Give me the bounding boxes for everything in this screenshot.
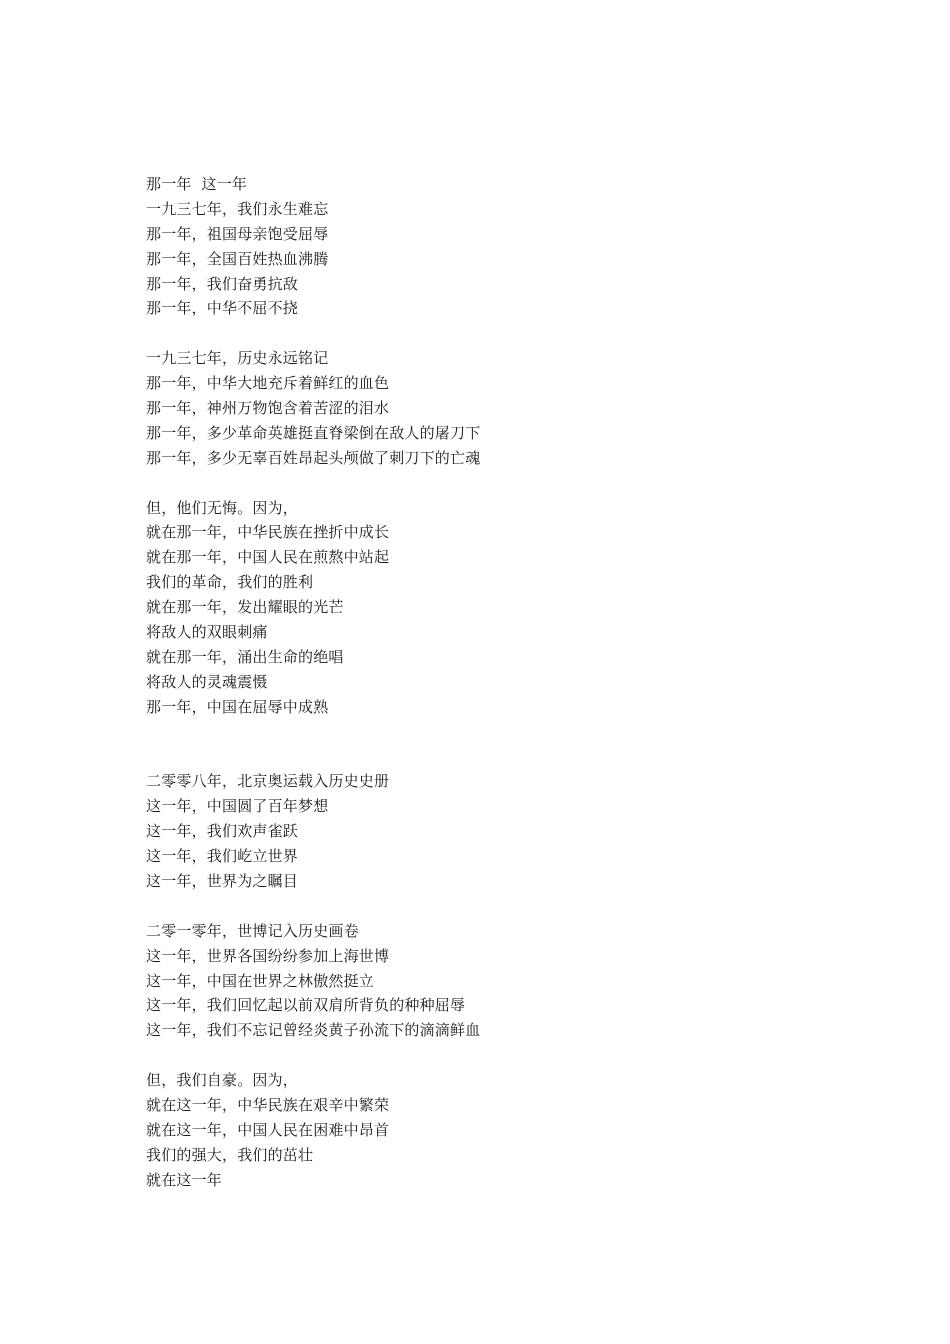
poem-line: 这一年，我们不忘记曾经炎黄子孙流下的滴滴鲜血 — [146, 1021, 481, 1040]
poem-line: 那一年，神州万物饱含着苦涩的泪水 — [146, 399, 390, 418]
poem-line: 将敌人的双眼刺痛 — [146, 623, 268, 642]
poem-line: 就在那一年，发出耀眼的光芒 — [146, 598, 344, 617]
poem-line: 那一年，全国百姓热血沸腾 — [146, 249, 329, 268]
poem-line: 这一年，中国圆了百年梦想 — [146, 797, 329, 816]
poem-line: 那一年，中华不屈不挠 — [146, 299, 299, 318]
poem-line: 就在这一年，中国人民在困难中昂首 — [146, 1120, 390, 1139]
poem-line: 二零一零年，世博记入历史画卷 — [146, 921, 359, 940]
poem-line: 那一年，多少革命英雄挺直脊梁倒在敌人的屠刀下 — [146, 423, 481, 442]
poem-line: 二零零八年，北京奥运载入历史史册 — [146, 772, 390, 791]
poem-body — [146, 172, 846, 1193]
poem-line: 就在这一年 — [146, 1170, 223, 1189]
stanza-gap — [146, 894, 846, 919]
poem-line: 这一年，我们欢声雀跃 — [146, 822, 299, 841]
poem-line: 一九三七年，我们永生难忘 — [146, 199, 329, 218]
stanza-5 — [146, 919, 846, 1043]
poem-line: 那一年，中国在屈辱中成熟 — [146, 697, 329, 716]
stanza-gap — [146, 1043, 846, 1068]
poem-line: 就在那一年，中华民族在挫折中成长 — [146, 523, 390, 542]
stanza-4 — [146, 769, 846, 893]
poem-line: 就在那一年，中国人民在煎熬中站起 — [146, 548, 390, 567]
poem-line: 这一年，我们屹立世界 — [146, 847, 299, 866]
poem-line: 我们的革命，我们的胜利 — [146, 573, 314, 592]
stanza-6 — [146, 1068, 846, 1192]
stanza-3 — [146, 496, 846, 720]
stanza-1 — [146, 172, 846, 321]
poem-line: 那一年，祖国母亲饱受屈辱 — [146, 224, 329, 243]
stanza-2 — [146, 346, 846, 470]
stanza-gap — [146, 471, 846, 496]
poem-line: 那一年，我们奋勇抗敌 — [146, 274, 299, 293]
poem-line: 那一年，中华大地充斥着鲜红的血色 — [146, 374, 390, 393]
poem-line: 这一年，我们回忆起以前双肩所背负的种种屈辱 — [146, 996, 466, 1015]
stanza-gap — [146, 321, 846, 346]
poem-line: 但，他们无悔。因为， — [146, 498, 299, 517]
poem-line: 这一年，世界为之瞩目 — [146, 871, 299, 890]
poem-line: 但，我们自豪。因为， — [146, 1071, 299, 1090]
poem-title-line: 那一年 这一年 — [146, 175, 248, 193]
poem-line: 就在那一年，涌出生命的绝唱 — [146, 647, 344, 666]
section-gap — [146, 720, 846, 770]
poem-line: 一九三七年，历史永远铭记 — [146, 349, 329, 368]
poem-line: 这一年，世界各国纷纷参加上海世博 — [146, 946, 390, 965]
poem-line: 就在这一年，中华民族在艰辛中繁荣 — [146, 1095, 390, 1114]
poem-line: 那一年，多少无辜百姓昂起头颅做了刺刀下的亡魂 — [146, 448, 481, 467]
poem-line: 我们的强大，我们的茁壮 — [146, 1145, 314, 1164]
poem-line: 这一年，中国在世界之林傲然挺立 — [146, 971, 375, 990]
poem-line: 将敌人的灵魂震慑 — [146, 672, 268, 691]
